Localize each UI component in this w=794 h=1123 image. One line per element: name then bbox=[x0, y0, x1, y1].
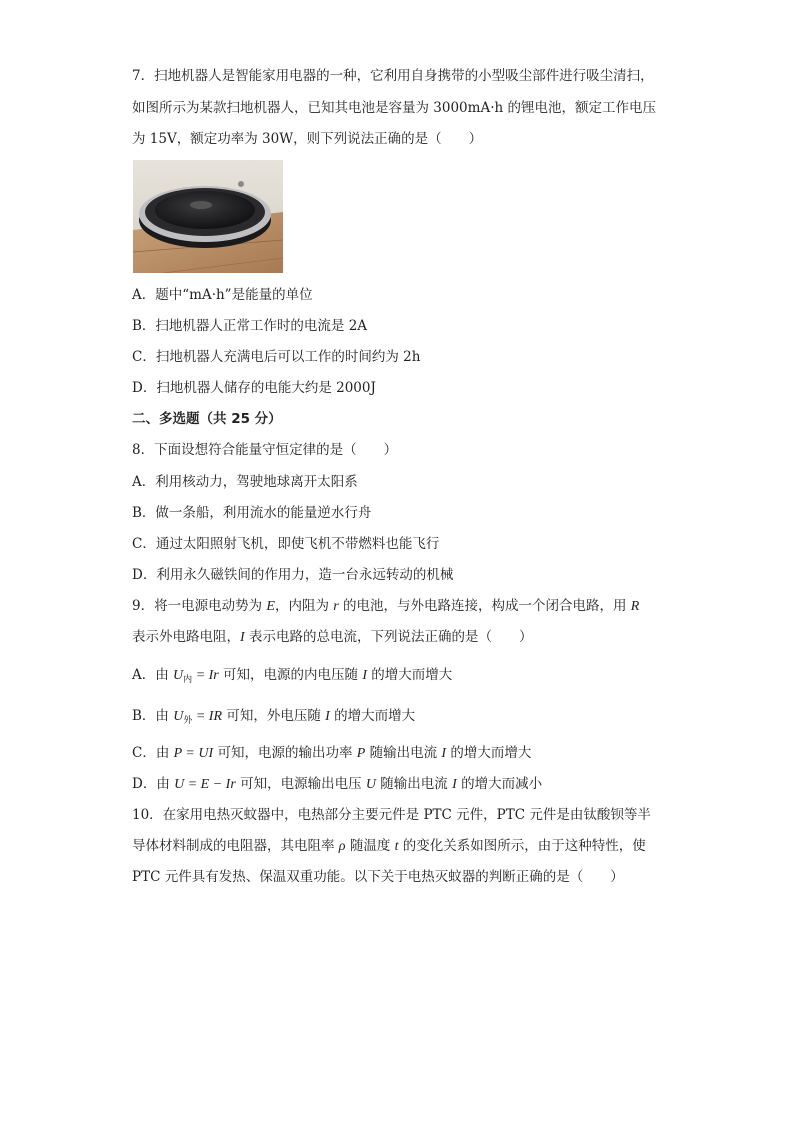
equation: P = UI bbox=[173, 746, 214, 761]
equation: U = E − Ir bbox=[174, 777, 236, 792]
q10-stem-line2 bbox=[132, 837, 646, 856]
var-i: I bbox=[441, 746, 447, 761]
q9-stem-line2 bbox=[132, 628, 532, 647]
q7-stem-line1: 7．扫地机器人是智能家用电器的一种，它利用自身携带的小型吸尘部件进行吸尘清扫， bbox=[132, 68, 654, 84]
option-text: 的增大而减小 bbox=[456, 776, 543, 792]
q9-text: 的电池，与外电路连接，构成一个闭合电路，用 bbox=[338, 598, 631, 614]
option-label: A．由 bbox=[132, 667, 174, 683]
var-i: I bbox=[362, 668, 368, 683]
q7-option-d: D．扫地机器人储存的电能大约是 2000J bbox=[132, 380, 376, 396]
option-text: 可知，电源的内电压随 bbox=[218, 667, 363, 683]
q10-text: 的变化关系如图所示，由于这种特性，使 bbox=[398, 838, 646, 854]
q9-option-c bbox=[132, 744, 531, 763]
q9-var-r: r bbox=[333, 599, 339, 614]
var-u: U bbox=[173, 668, 184, 683]
q7-stem-line3: 为 15V，额定功率为 30W，则下列说法正确的是（ ） bbox=[132, 131, 483, 147]
option-text: 可知，电源输出电压 bbox=[235, 776, 366, 792]
q9-var-R: R bbox=[630, 599, 640, 614]
option-label: D．由 bbox=[132, 776, 175, 792]
q9-text: 表示电路的总电流，下列说法正确的是（ ） bbox=[244, 629, 533, 645]
q9-var-i: I bbox=[240, 630, 245, 645]
var-u: U bbox=[173, 709, 184, 724]
q10-stem-line1: 10．在家用电热灭蚊器中，电热部分主要元件是 PTC 元件，PTC 元件是由钛酸钡等半 bbox=[132, 807, 651, 823]
var-p: P bbox=[356, 746, 366, 761]
q10-text: 导体材料制成的电阻器，其电阻率 bbox=[132, 838, 339, 854]
q9-option-b bbox=[132, 707, 415, 729]
equation: = IR bbox=[192, 709, 223, 724]
option-text: 随输出电流 bbox=[365, 745, 442, 761]
option-text: 随输出电流 bbox=[376, 776, 453, 792]
equation: = Ir bbox=[192, 668, 219, 683]
var-i: I bbox=[452, 777, 457, 792]
option-text: 的增大而增大 bbox=[367, 667, 453, 683]
option-label: B．由 bbox=[132, 708, 174, 724]
q8-option-b: B．做一条船，利用流水的能量逆水行舟 bbox=[132, 505, 372, 521]
q8-option-a: A．利用核动力，驾驶地球离开太阳系 bbox=[132, 474, 358, 490]
subscript: 外 bbox=[183, 715, 193, 725]
var-rho: ρ bbox=[338, 839, 346, 854]
q7-option-b: B．扫地机器人正常工作时的电流是 2A bbox=[132, 318, 368, 334]
q9-stem-line1 bbox=[132, 597, 639, 616]
q8-option-c: C．通过太阳照射飞机，即使飞机不带燃料也能飞行 bbox=[132, 536, 440, 552]
var-u: U bbox=[365, 777, 377, 792]
q8-stem: 8．下面设想符合能量守恒定律的是（ ） bbox=[132, 442, 398, 458]
section-heading: 二、多选题（共 25 分） bbox=[132, 411, 282, 427]
robot-vacuum-photo bbox=[133, 160, 283, 273]
q7-option-c: C．扫地机器人充满电后可以工作的时间约为 2h bbox=[132, 349, 421, 365]
var-t: t bbox=[394, 839, 399, 854]
var-i: I bbox=[325, 709, 330, 724]
q9-text: 9．将一电源电动势为 bbox=[132, 598, 267, 614]
q8-option-d: D．利用永久磁铁间的作用力，造一台永远转动的机械 bbox=[132, 567, 454, 583]
q9-var-e: E bbox=[266, 599, 275, 614]
option-text: 可知，外电压随 bbox=[222, 708, 326, 724]
q9-option-d bbox=[132, 775, 542, 794]
q10-text: 随温度 bbox=[345, 838, 395, 854]
subscript: 内 bbox=[183, 674, 193, 684]
option-label: C．由 bbox=[132, 745, 174, 761]
q9-text: ，内阻为 bbox=[274, 598, 334, 614]
option-text: 可知，电源的输出功率 bbox=[213, 745, 357, 761]
q7-option-a: A．题中“mA·h”是能量的单位 bbox=[132, 287, 313, 303]
q10-stem-line3: PTC 元件具有发热、保温双重功能。以下关于电热灭蚊器的判断正确的是（ ） bbox=[132, 869, 624, 885]
option-text: 的增大而增大 bbox=[446, 745, 532, 761]
option-text: 的增大而增大 bbox=[329, 708, 416, 724]
formula bbox=[173, 709, 222, 724]
q9-option-a bbox=[132, 666, 452, 688]
q7-stem-line2: 如图所示为某款扫地机器人，已知其电池是容量为 3000mA·h 的锂电池，额定工作电压 bbox=[132, 100, 656, 116]
q9-text: 表示外电路电阻， bbox=[132, 629, 240, 645]
formula bbox=[173, 668, 219, 683]
